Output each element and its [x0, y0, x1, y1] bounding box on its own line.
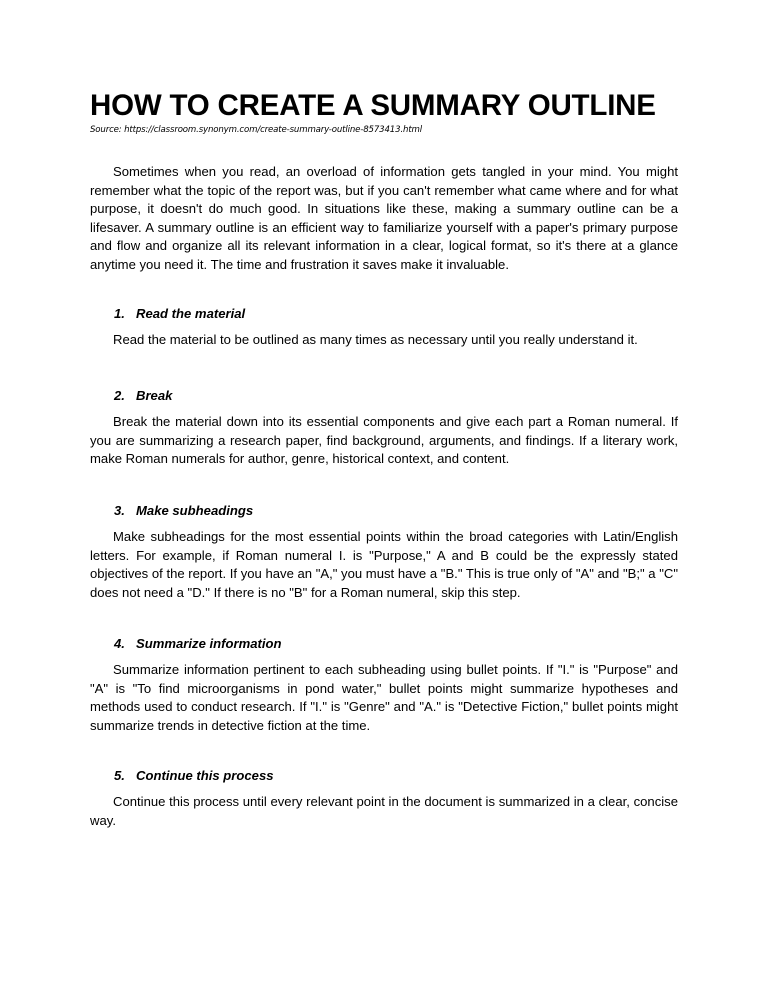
step-number: 2.	[114, 388, 125, 403]
step-number: 3.	[114, 503, 125, 518]
step-heading-1	[114, 306, 245, 322]
step-title: Read the material	[136, 306, 246, 321]
intro-paragraph: Sometimes when you read, an overload of information gets tangled in your mind. You might remember what the topic of the report was, but if you can't remember what came where and for what purpose, it doesn't do much good. In situations like these, making a summary outline can be a lifesaver. A summary outline is an efficient way to familiarize yourself with a paper's primary purpose and flow and organize all its relevant information in a clear, logical format, so it's there at a glance anytime you need it. The time and frustration it saves make it invaluable.	[90, 164, 678, 272]
step-heading-4	[114, 636, 282, 652]
step-title: Break	[136, 388, 173, 403]
step-body-3: Make subheadings for the most essential points within the broad categories with Latin/English letters. For example, if Roman numeral I. is "Purpose," A and B could be the expressly stated objectives of the report. If you have an "A," you must have a "B." This is true only of "A" and "B;" a "C" does not need a "D." If there is no "B" for a Roman numeral, skip this step.	[90, 529, 678, 600]
step-title: Continue this process	[136, 768, 274, 783]
step-body-2: Break the material down into its essential components and give each part a Roman numeral. If you are summarizing a research paper, find background, arguments, and findings. If a literary work, make Roman numerals for author, genre, historical context, and content.	[90, 414, 678, 466]
step-number: 1.	[114, 306, 125, 321]
step-number: 4.	[114, 636, 125, 651]
step-title: Summarize information	[136, 636, 282, 651]
step-body-4: Summarize information pertinent to each subheading using bullet points. If "I." is "Purpose" and "A" is "To find microorganisms in pond water," bullet points might summarize hypotheses and methods used to conduct research. If "I." is "Genre" and "A." is "Detective Fiction," bullet points might summarize trends in detective fiction at the time.	[90, 662, 678, 733]
step-body-5: Continue this process until every relevant point in the document is summarized in a clear, concise way.	[90, 794, 678, 828]
step-body-1: Read the material to be outlined as many times as necessary until you really understand it.	[113, 332, 638, 347]
step-heading-2	[114, 388, 172, 404]
document-title: HOW TO CREATE A SUMMARY OUTLINE	[90, 89, 656, 122]
step-heading-3	[114, 503, 253, 519]
step-heading-5	[114, 768, 274, 784]
step-title: Make subheadings	[136, 503, 254, 518]
step-number: 5.	[114, 768, 125, 783]
source-citation: Source: https://classroom.synonym.com/create-summary-outline-8573413.html	[90, 125, 423, 135]
